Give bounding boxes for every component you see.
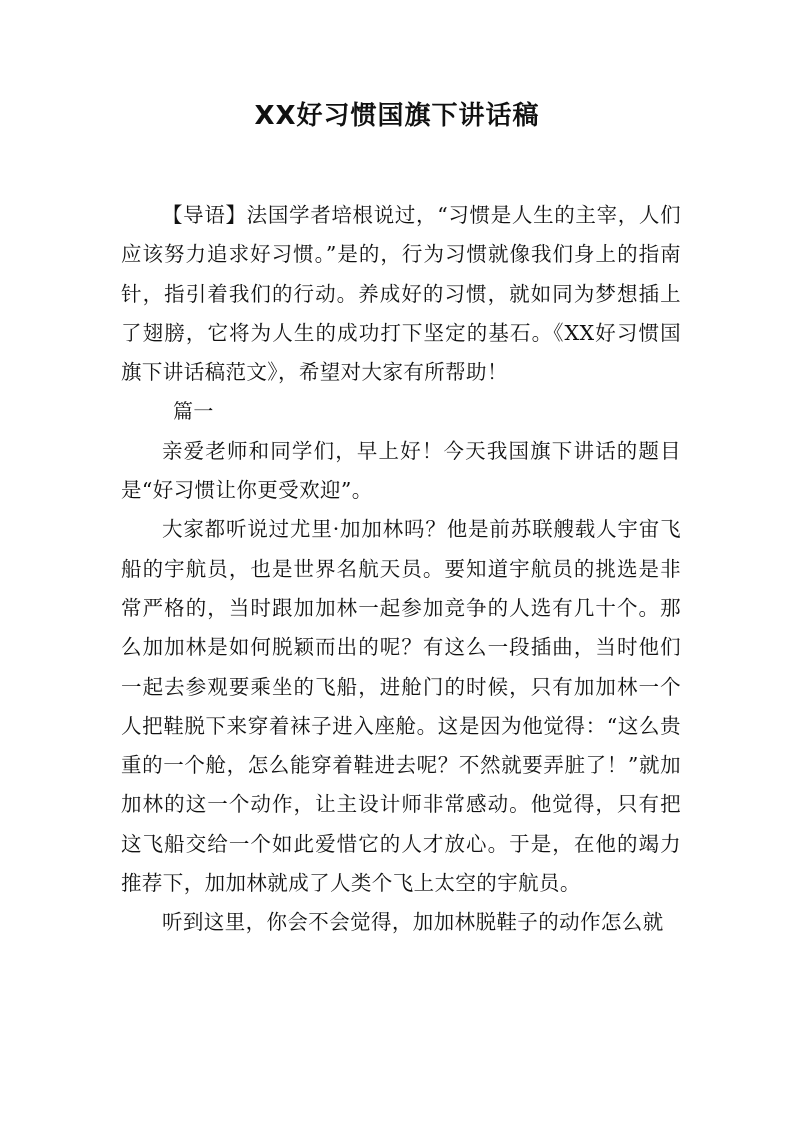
- body-paragraph-1: 亲爱老师和同学们，早上好！今天我国旗下讲话的题目是“好习惯让你更受欢迎”。: [121, 438, 681, 503]
- intro-paragraph: 【导语】法国学者培根说过，“习惯是人生的主宰，人们应该努力追求好习惯。”是的，行为习惯就像我们身上的指南针，指引着我们的行动。养成好的习惯，就如同为梦想插上了翅膀，它将为人生的成功打下坚定的基石。《XX好习惯国旗下讲话稿范文》，希望对大家有所帮助！: [121, 203, 681, 385]
- document-title: XX好习惯国旗下讲话稿: [254, 101, 540, 131]
- body-paragraph-3: 听到这里，你会不会觉得，加加林脱鞋子的动作怎么就: [162, 910, 664, 935]
- section-heading: 篇一: [173, 399, 214, 424]
- body-paragraph-2: 大家都听说过尤里·加加林吗？他是前苏联艘载人宇宙飞船的宇航员，也是世界名航天员。要知道宇航员的挑选是非常严格的，当时跟加加林一起参加竞争的人选有几十个。那么加加林是如何脱颖而出的呢？有这么一段插曲，当时他们一起去参观要乘坐的飞船，进舱门的时候，只有加加林一个人把鞋脱下来穿着袜子进入座舱。这是因为他觉得：“这么贵重的一个舱，怎么能穿着鞋进去呢？不然就要弄脏了！”就加加林的这一个动作，让主设计师非常感动。他觉得，只有把这飞船交给一个如此爱惜它的人才放心。于是，在他的竭力推荐下，加加林就成了人类个飞上太空的宇航员。: [121, 517, 681, 896]
- document-body: [121, 196, 681, 943]
